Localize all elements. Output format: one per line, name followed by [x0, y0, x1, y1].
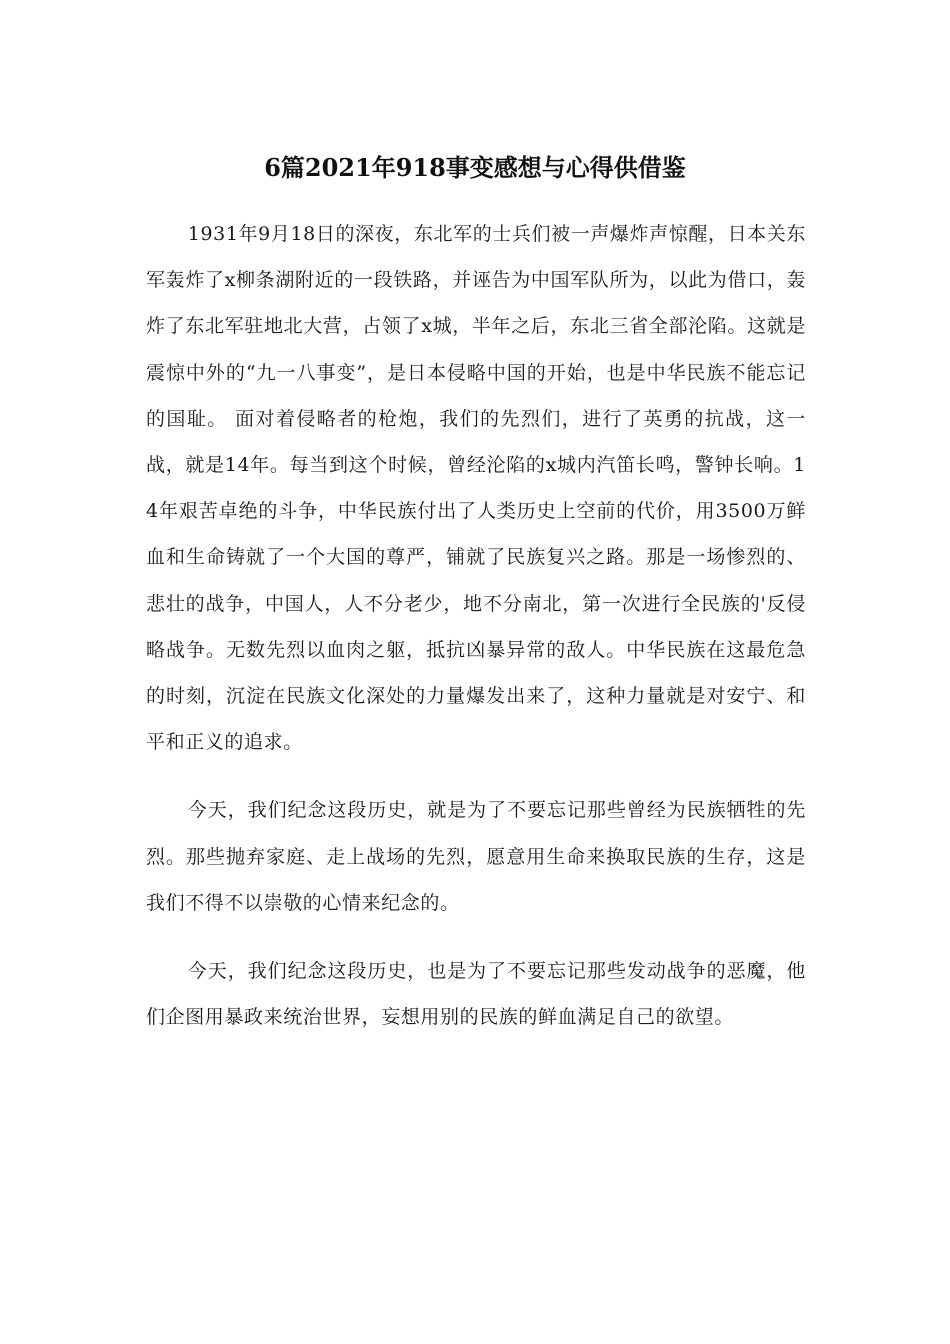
document-body — [146, 211, 806, 1040]
paragraph-3: 今天，我们纪念这段历史，也是为了不要忘记那些发动战争的恶魔，他们企图用暴政来统治世界，妄想用别的民族的鲜血满足自己的欲望。 — [146, 960, 806, 1029]
paragraph-2: 今天，我们纪念这段历史，就是为了不要忘记那些曾经为民族牺牲的先烈。那些抛弃家庭、走上战场的先烈，愿意用生命来换取民族的生存，这是我们不得不以崇敬的心情来纪念的。 — [146, 799, 806, 914]
document-title: 6篇2021年918事变感想与心得供借鉴 — [264, 153, 686, 182]
paragraph-1: 1931年9月18日的深夜，东北军的士兵们被一声爆炸声惊醒，日本关东军轰炸了x柳条湖附近的一段铁路，并诬告为中国军队所为，以此为借口，轰炸了东北军驻地北大营，占领了x城，半年之后，东北三省全部沦陷。这就是震惊中外的“九一八事变”，是日本侵略中国的开始，也是中华民族不能忘记的国耻。 面对着侵略者的枪炮，我们的先烈们，进行了英勇的抗战，这一战，就是14年。每当到这个时候，曾经沦陷的x城内汽笛长鸣，警钟长响。14年艰苦卓绝的斗争，中华民族付出了人类历史上空前的代价，用3500万鲜血和生命铸就了一个大国的尊严，铺就了民族复兴之路。那是一场惨烈的、悲壮的战争，中国人，人不分老少，地不分南北，第一次进行全民族的'反侵略战争。无数先烈以血肉之躯，抵抗凶暴异常的敌人。中华民族在这最危急的时刻，沉淀在民族文化深处的力量爆发出来了，这种力量就是对安宁、和平和正义的追求。 — [146, 223, 806, 754]
